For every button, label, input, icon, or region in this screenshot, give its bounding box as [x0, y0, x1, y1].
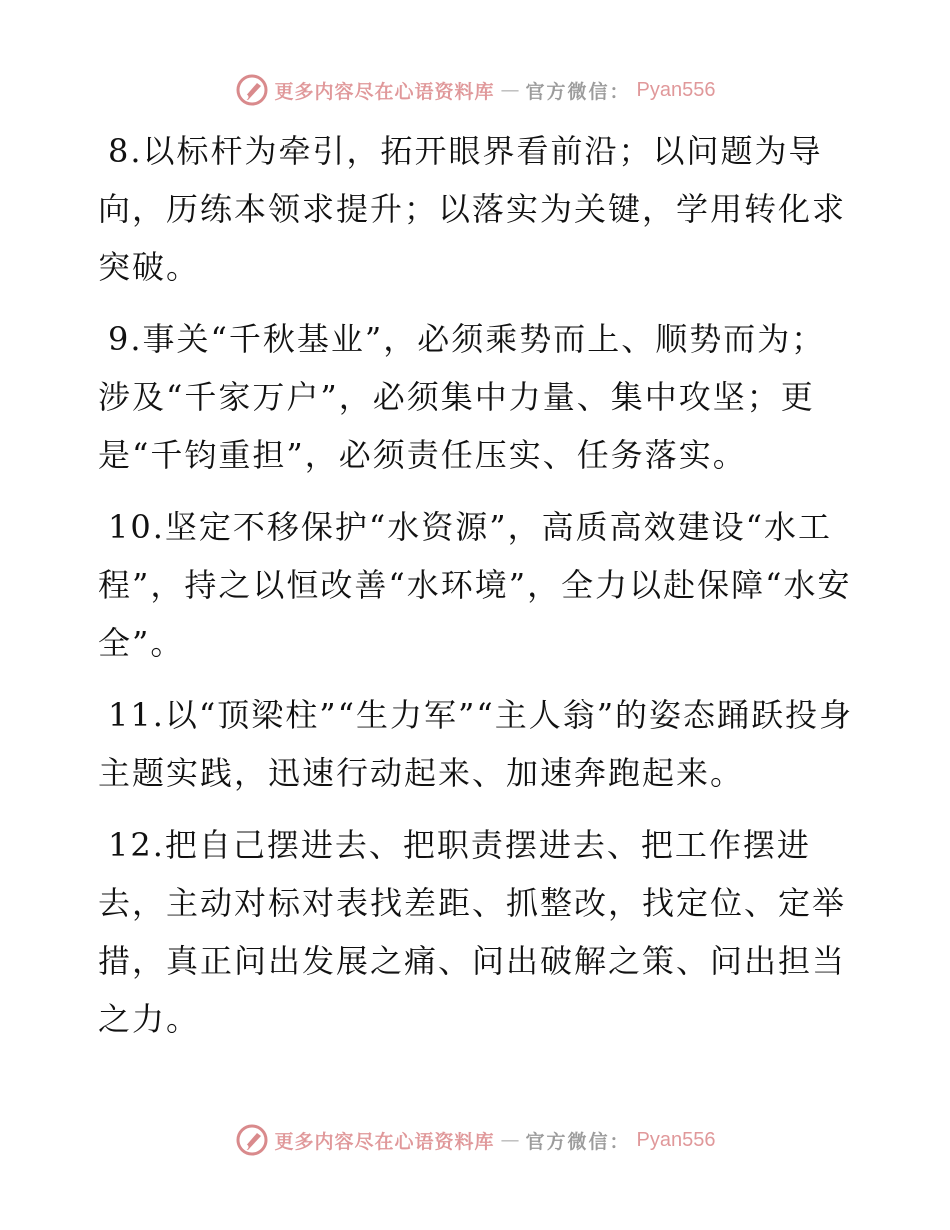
watermark-dash: —	[500, 79, 520, 101]
watermark-wechat-label: 官方微信：	[525, 80, 631, 103]
watermark-brand: 更多内容尽在心语资料库	[274, 80, 495, 103]
item-text: 以“顶梁柱”“生力军”“主人翁”的姿态踊跃投身主题实践，迅速行动起来、加速奔跑起来。	[98, 696, 854, 792]
watermark-footer	[0, 1120, 950, 1160]
item-number: 10.	[108, 508, 165, 546]
pen-logo-icon	[235, 1123, 269, 1157]
watermark-brand: 更多内容尽在心语资料库	[274, 1130, 495, 1153]
list-item	[98, 816, 858, 1048]
watermark-wechat-id: Pyan556	[636, 78, 716, 101]
watermark-header	[0, 70, 950, 110]
list-item	[98, 686, 858, 802]
list-item	[98, 310, 858, 484]
document-body	[98, 122, 858, 1062]
watermark-wechat-id: Pyan556	[636, 1128, 716, 1151]
item-text: 坚定不移保护“水资源”，高质高效建设“水工程”，持之以恒改善“水环境”，全力以赴保障“水安全”。	[98, 508, 852, 662]
watermark-dash: —	[500, 1129, 520, 1151]
item-text: 以标杆为牵引，拓开眼界看前沿；以问题为导向，历练本领求提升；以落实为关键，学用转化求突破。	[98, 132, 847, 286]
item-number: 12.	[108, 826, 165, 864]
pen-logo-icon	[235, 73, 269, 107]
item-number: 9.	[108, 320, 143, 358]
item-text: 把自己摆进去、把职责摆进去、把工作摆进去，主动对标对表找差距、抓整改，找定位、定举措，真正问出发展之痛、问出破解之策、问出担当之力。	[98, 826, 847, 1038]
list-item	[98, 498, 858, 672]
list-item	[98, 122, 858, 296]
watermark-wechat-label: 官方微信：	[525, 1130, 631, 1153]
item-text: 事关“千秋基业”，必须乘势而上、顺势而为；涉及“千家万户”，必须集中力量、集中攻坚；更是“千钧重担”，必须责任压实、任务落实。	[98, 320, 826, 474]
item-number: 11.	[108, 696, 165, 734]
item-number: 8.	[108, 132, 143, 170]
